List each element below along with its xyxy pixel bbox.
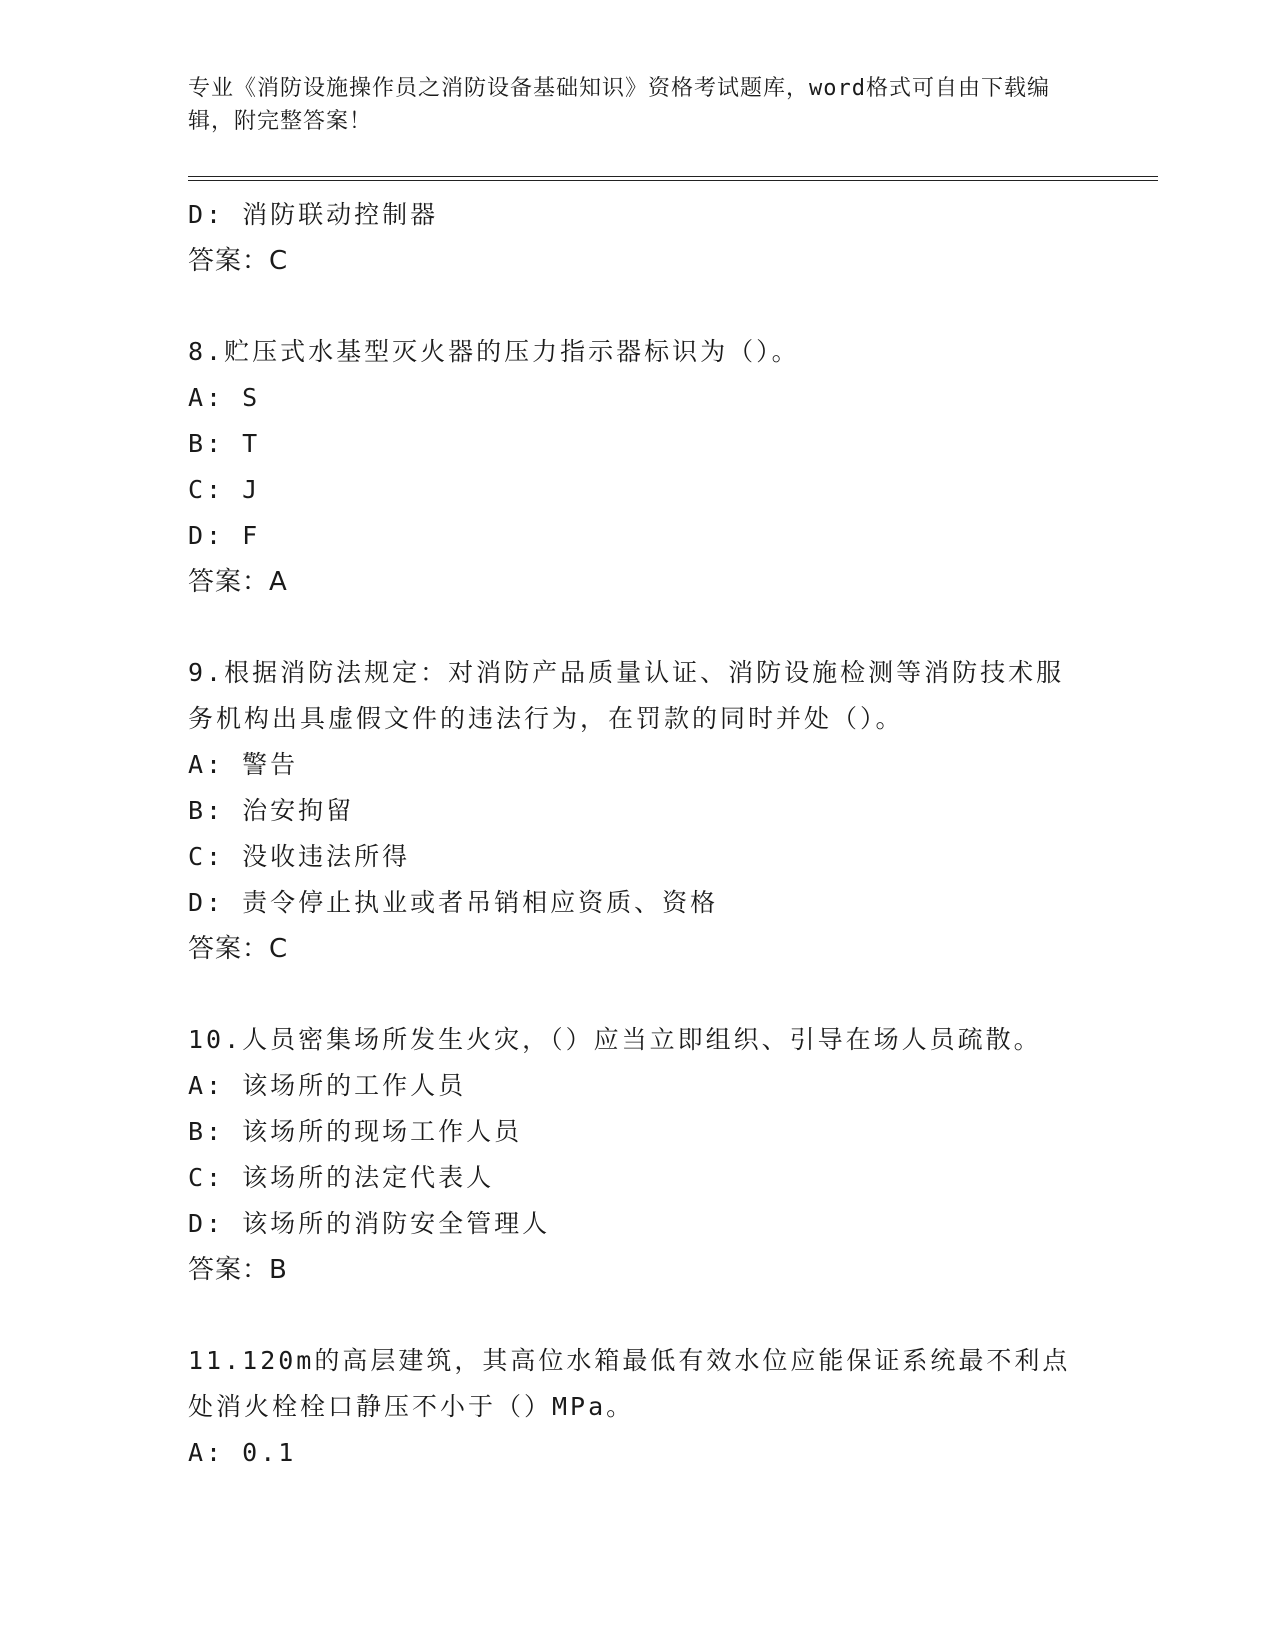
option-a: A: 0.1: [188, 1438, 297, 1467]
question-9: [188, 650, 1158, 972]
question-stem: 10.人员密集场所发生火灾，（）应当立即组织、引导在场人员疏散。: [188, 1025, 1042, 1054]
option-b: B: 治安拘留: [188, 796, 355, 825]
option-c: C: 没收违法所得: [188, 842, 411, 871]
question-content: [188, 192, 1158, 1476]
document-page: [188, 72, 1158, 1467]
option-a: A: S: [188, 383, 261, 412]
option-c: C: J: [188, 475, 261, 504]
option-b: B: 该场所的现场工作人员: [188, 1117, 523, 1146]
answer-label: 答案：C: [188, 246, 289, 276]
question-stem: 9.根据消防法规定：对消防产品质量认证、消防设施检测等消防技术服务机构出具虚假文件的违法行为，在罚款的同时并处（）。: [188, 658, 1065, 733]
question-11: [188, 1338, 1158, 1476]
question-8: [188, 329, 1158, 605]
document-header: 专业《消防设施操作员之消防设备基础知识》资格考试题库，word格式可自由下载编辑，附完整答案！: [188, 76, 1050, 134]
question-10: [188, 1017, 1158, 1293]
answer-label: 答案：C: [188, 934, 289, 964]
option-d: D: 责令停止执业或者吊销相应资质、资格: [188, 888, 719, 917]
answer-label: 答案：A: [188, 567, 288, 597]
question-stem: 11.120m的高层建筑，其高位水箱最低有效水位应能保证系统最不利点处消火栓栓口静压不小于（）MPa。: [188, 1346, 1071, 1421]
header-divider: [188, 176, 1158, 181]
answer-label: 答案：B: [188, 1255, 288, 1285]
question-stem: 8.贮压式水基型灭火器的压力指示器标识为（）。: [188, 337, 800, 366]
option-d: D: F: [188, 521, 261, 550]
option-a: A: 该场所的工作人员: [188, 1071, 467, 1100]
option-d: D: 消防联动控制器: [188, 200, 439, 229]
option-b: B: T: [188, 429, 261, 458]
option-a: A: 警告: [188, 750, 299, 779]
option-d: D: 该场所的消防安全管理人: [188, 1209, 551, 1238]
option-c: C: 该场所的法定代表人: [188, 1163, 495, 1192]
